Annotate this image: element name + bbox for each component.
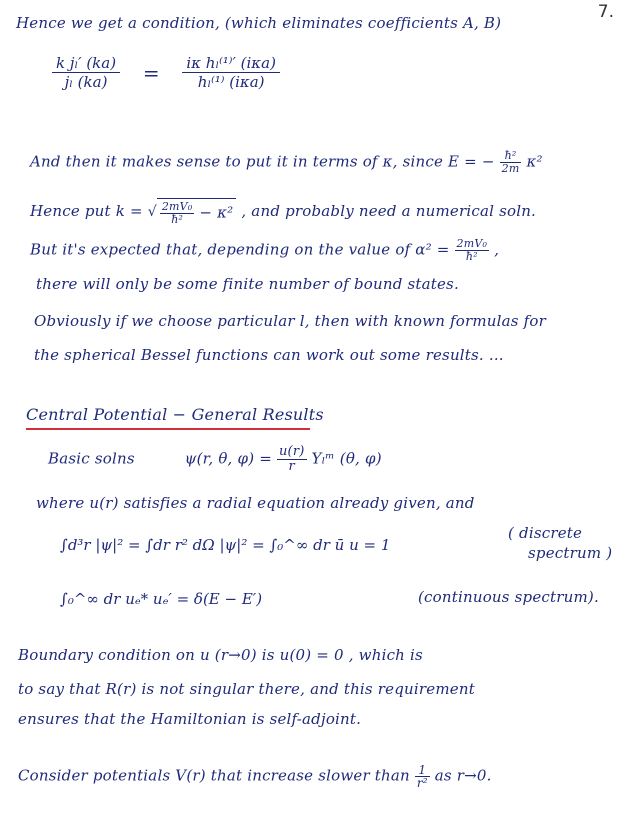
alpha-fraction-numerator: 2mV₀: [456, 237, 488, 250]
heading-underline: [26, 428, 310, 430]
u-over-r-fraction: [277, 445, 307, 474]
text-line-where: where u(r) satisfies a radial equation already given, and: [36, 494, 475, 512]
equation-boundary-condition: [52, 54, 280, 91]
text-line-say-that: to say that R(r) is not singular there, and this requirement: [18, 680, 475, 698]
sqrt-expression: [157, 198, 237, 226]
fraction-right-numerator: iκ hₗ⁽¹⁾′ (iκa): [182, 54, 280, 73]
equals-sign: =: [142, 60, 160, 85]
u-over-r-numerator: u(r): [278, 444, 305, 459]
spherical-harmonic: Yₗᵐ (θ, φ): [311, 449, 382, 468]
numerical-soln-text: , and probably need a numerical soln.: [241, 202, 537, 220]
text-line-self-adjoint: ensures that the Hamiltonian is self-adjoint.: [18, 710, 362, 728]
fraction-left: [52, 54, 120, 91]
continuous-note: (continuous spectrum).: [418, 588, 599, 606]
discrete-note: ( discrete: [508, 524, 583, 542]
text-line-bessel: the spherical Bessel functions can work out some results. ...: [34, 346, 504, 364]
continuous-equation: ∫₀^∞ dr uₑ* uₑ′ = δ(E − E′): [60, 590, 263, 608]
alpha-comma: ,: [494, 240, 500, 259]
one-over-r2-denominator: r²: [416, 776, 428, 790]
fraction-right: [182, 54, 280, 91]
text-line-hence-put: [30, 198, 536, 226]
fraction-right-denominator: hₗ⁽¹⁾ (iκa): [197, 73, 265, 91]
hbar-over-2m-denominator: 2m: [501, 162, 520, 175]
text-line-boundary: Boundary condition on u (r→0) is u(0) = 0 , which is: [18, 646, 423, 664]
2mv0-denominator: ħ²: [171, 213, 184, 226]
fraction-left-denominator: jₗ (ka): [64, 73, 108, 91]
psi-expression: ψ(r, θ, φ) =: [184, 449, 277, 468]
sqrt-symbol: √: [147, 204, 157, 220]
normalization-equation: ∫d³r |ψ|² = ∫dr r² dΩ |ψ|² = ∫₀^∞ dr ū u = 1: [60, 536, 391, 554]
text-line-condition: Hence we get a condition, (which eliminates coefficients A, B): [16, 14, 502, 32]
section-heading: Central Potential − General Results: [26, 405, 324, 424]
hbar-over-2m-fraction: [500, 150, 522, 175]
text-line-obviously: Obviously if we choose particular l, then with known formulas for: [34, 312, 547, 330]
text-line-basic-solns: [48, 445, 382, 474]
one-over-r2-fraction: [415, 764, 430, 789]
page-number: 7.: [597, 2, 614, 22]
kappa-squared: κ²: [526, 152, 543, 171]
consider-text: Consider potentials V(r) that increase slower than: [18, 766, 415, 785]
text-line-bound-states: there will only be some finite number of bound states.: [36, 275, 459, 293]
alpha-fraction: [455, 238, 490, 263]
text-line-kappa: [30, 150, 543, 175]
text-line-expected: [30, 238, 499, 263]
text-line-consider: [18, 764, 492, 789]
2mv0-numerator: 2mV₀: [161, 200, 193, 213]
2mv0-fraction: [160, 201, 195, 226]
one-over-r2-numerator: 1: [415, 764, 430, 777]
spectrum-note: spectrum ): [528, 544, 613, 562]
consider-tail: as r→0.: [434, 766, 492, 785]
text-line-kappa-main: And then it makes sense to put it in terms of κ, since E = −: [30, 152, 495, 171]
basic-solns-label: Basic solns: [48, 449, 135, 468]
u-over-r-denominator: r: [288, 459, 295, 474]
expected-text: But it's expected that, depending on the value of α² =: [30, 240, 455, 259]
hbar-over-2m-numerator: ħ²: [500, 150, 522, 163]
hence-put-label: Hence put k =: [30, 202, 148, 220]
fraction-left-numerator: k jₗ′ (ka): [52, 54, 120, 73]
alpha-fraction-denominator: ħ²: [465, 250, 478, 263]
sqrt-tail: − κ²: [194, 203, 234, 222]
